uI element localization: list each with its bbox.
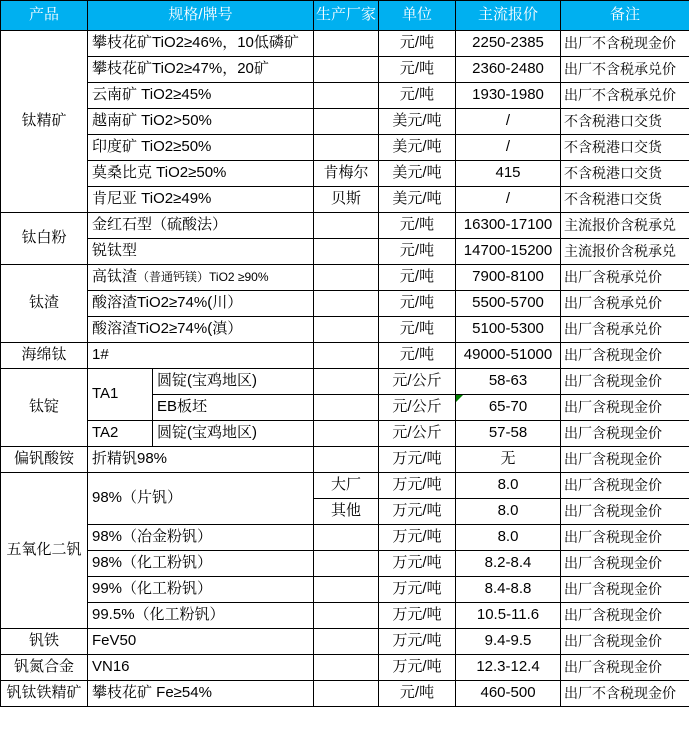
- price-cell: /: [456, 187, 561, 213]
- product-group-cell: 偏钒酸铵: [1, 447, 88, 473]
- price-cell: 8.2-8.4: [456, 551, 561, 577]
- remark-cell: 出厂含税现金价: [561, 395, 689, 421]
- header-product: 产品: [1, 1, 88, 31]
- unit-cell: 元/公斤: [379, 395, 456, 421]
- table-row: [1, 629, 689, 655]
- price-cell: 1930-1980: [456, 83, 561, 109]
- price-cell: 14700-15200: [456, 239, 561, 265]
- spec-cell: 折精钒98%: [88, 447, 314, 473]
- spec-cell: 肯尼亚 TiO2≥49%: [88, 187, 314, 213]
- price-cell: [456, 395, 561, 421]
- spec-cell: 越南矿 TiO2>50%: [88, 109, 314, 135]
- unit-cell: 万元/吨: [379, 577, 456, 603]
- remark-cell: 不含税港口交货: [561, 187, 689, 213]
- price-cell: 460-500: [456, 681, 561, 707]
- maker-cell: [314, 655, 379, 681]
- remark-cell: 出厂含税现金价: [561, 629, 689, 655]
- maker-cell: [314, 629, 379, 655]
- maker-cell: [314, 395, 379, 421]
- maker-cell: [314, 135, 379, 161]
- price-cell: 7900-8100: [456, 265, 561, 291]
- unit-cell: 元/吨: [379, 239, 456, 265]
- maker-cell: 贝斯: [314, 187, 379, 213]
- unit-cell: 元/吨: [379, 343, 456, 369]
- table-row: [1, 343, 689, 369]
- price-cell: 2250-2385: [456, 31, 561, 57]
- unit-cell: 元/吨: [379, 83, 456, 109]
- spec-cell: 98%（冶金粉钒）: [88, 525, 314, 551]
- table-row: [1, 577, 689, 603]
- remark-cell: 出厂含税承兑价: [561, 265, 689, 291]
- unit-cell: 元/吨: [379, 57, 456, 83]
- unit-cell: 元/公斤: [379, 369, 456, 395]
- price-cell: 49000-51000: [456, 343, 561, 369]
- spec-subtext: （普通钙镁）TiO2 ≥90%: [137, 270, 269, 285]
- maker-cell: [314, 213, 379, 239]
- maker-cell: [314, 525, 379, 551]
- remark-cell: 出厂含税承兑价: [561, 291, 689, 317]
- unit-cell: 美元/吨: [379, 135, 456, 161]
- price-cell: 12.3-12.4: [456, 655, 561, 681]
- price-cell: 8.4-8.8: [456, 577, 561, 603]
- maker-cell: [314, 681, 379, 707]
- unit-cell: 元/吨: [379, 265, 456, 291]
- table-row: [1, 135, 689, 161]
- remark-cell: 出厂含税现金价: [561, 421, 689, 447]
- maker-cell: 肯梅尔: [314, 161, 379, 187]
- remark-cell: 出厂含税现金价: [561, 603, 689, 629]
- unit-cell: 万元/吨: [379, 499, 456, 525]
- product-group-cell: 钒钛铁精矿: [1, 681, 88, 707]
- price-cell: 58-63: [456, 369, 561, 395]
- price-cell: 8.0: [456, 499, 561, 525]
- spec-cell: 攀枝花矿 Fe≥54%: [88, 681, 314, 707]
- unit-cell: 万元/吨: [379, 629, 456, 655]
- price-text: 65-70: [488, 398, 528, 416]
- spec-cell: 98%（化工粉钒）: [88, 551, 314, 577]
- maker-cell: [314, 343, 379, 369]
- table-row: [1, 473, 689, 499]
- table-row: [1, 655, 689, 681]
- maker-cell: [314, 447, 379, 473]
- table-row: [1, 187, 689, 213]
- unit-cell: 元/吨: [379, 317, 456, 343]
- price-cell: 2360-2480: [456, 57, 561, 83]
- price-cell: /: [456, 135, 561, 161]
- spec-cell: VN16: [88, 655, 314, 681]
- price-cell: 415: [456, 161, 561, 187]
- remark-cell: 出厂含税现金价: [561, 499, 689, 525]
- price-cell: /: [456, 109, 561, 135]
- product-group-cell: 钛锭: [1, 369, 88, 447]
- product-group-cell: 钛渣: [1, 265, 88, 343]
- product-group-cell: 钛白粉: [1, 213, 88, 265]
- remark-cell: 出厂含税现金价: [561, 525, 689, 551]
- maker-cell: [314, 31, 379, 57]
- header-remark: 备注: [561, 1, 689, 31]
- spec-cell: 圆锭(宝鸡地区): [153, 369, 314, 395]
- spec-cell: 酸溶渣TiO2≥74%(滇）: [88, 317, 314, 343]
- maker-cell: [314, 551, 379, 577]
- table-row: [1, 109, 689, 135]
- unit-cell: 美元/吨: [379, 161, 456, 187]
- spec-cell: 1#: [88, 343, 314, 369]
- remark-cell: 出厂含税现金价: [561, 343, 689, 369]
- price-cell: 57-58: [456, 421, 561, 447]
- table-row: [1, 551, 689, 577]
- spec-cell: EB板坯: [153, 395, 314, 421]
- maker-cell: [314, 603, 379, 629]
- spec-cell: 云南矿 TiO2≥45%: [88, 83, 314, 109]
- remark-cell: 主流报价含税承兑: [561, 239, 689, 265]
- remark-cell: 出厂含税现金价: [561, 369, 689, 395]
- maker-cell: [314, 265, 379, 291]
- unit-cell: 万元/吨: [379, 655, 456, 681]
- price-cell: 16300-17100: [456, 213, 561, 239]
- table-row: [1, 213, 689, 239]
- maker-cell: [314, 239, 379, 265]
- table-row: [1, 603, 689, 629]
- table-row: [1, 421, 689, 447]
- grade-cell: TA2: [88, 421, 153, 447]
- table-row: [1, 31, 689, 57]
- header-spec: 规格/牌号: [88, 1, 314, 31]
- grade-cell: TA1: [88, 369, 153, 421]
- spec-cell: [88, 265, 314, 291]
- product-group-cell: 钒氮合金: [1, 655, 88, 681]
- price-cell: 5100-5300: [456, 317, 561, 343]
- table-row: [1, 265, 689, 291]
- remark-cell: 不含税港口交货: [561, 109, 689, 135]
- unit-cell: 万元/吨: [379, 447, 456, 473]
- unit-cell: 万元/吨: [379, 473, 456, 499]
- table-row: [1, 239, 689, 265]
- spec-cell: 莫桑比克 TiO2≥50%: [88, 161, 314, 187]
- unit-cell: 美元/吨: [379, 109, 456, 135]
- spec-text: 高钛渣: [92, 268, 138, 286]
- unit-cell: 万元/吨: [379, 525, 456, 551]
- remark-cell: 出厂不含税承兑价: [561, 57, 689, 83]
- unit-cell: 万元/吨: [379, 603, 456, 629]
- header-row: [1, 1, 689, 31]
- spec-cell: 99.5%（化工粉钒）: [88, 603, 314, 629]
- unit-cell: 元/吨: [379, 31, 456, 57]
- spec-cell: 99%（化工粉钒）: [88, 577, 314, 603]
- unit-cell: 万元/吨: [379, 551, 456, 577]
- remark-cell: 出厂不含税承兑价: [561, 83, 689, 109]
- price-cell: 10.5-11.6: [456, 603, 561, 629]
- product-group-cell: 钒铁: [1, 629, 88, 655]
- table-row: [1, 161, 689, 187]
- table-row: [1, 317, 689, 343]
- product-group-cell: 海绵钛: [1, 343, 88, 369]
- maker-cell: [314, 57, 379, 83]
- table-row: [1, 681, 689, 707]
- table-row: [1, 83, 689, 109]
- unit-cell: 元/吨: [379, 681, 456, 707]
- table-row: [1, 57, 689, 83]
- maker-cell: 其他: [314, 499, 379, 525]
- header-price: 主流报价: [456, 1, 561, 31]
- table-row: [1, 291, 689, 317]
- maker-cell: [314, 83, 379, 109]
- remark-cell: 不含税港口交货: [561, 161, 689, 187]
- table-row: [1, 447, 689, 473]
- header-manufacturer: 生产厂家: [314, 1, 379, 31]
- unit-cell: 元/公斤: [379, 421, 456, 447]
- table-row: [1, 369, 689, 395]
- product-group-cell: 钛精矿: [1, 31, 88, 213]
- spec-cell: 98%（片钒）: [88, 473, 314, 525]
- price-cell: 9.4-9.5: [456, 629, 561, 655]
- price-cell: 5500-5700: [456, 291, 561, 317]
- maker-cell: [314, 369, 379, 395]
- table-row: [1, 525, 689, 551]
- maker-cell: [314, 109, 379, 135]
- unit-cell: 美元/吨: [379, 187, 456, 213]
- remark-cell: 主流报价含税承兑: [561, 213, 689, 239]
- spec-cell: 攀枝花矿TiO2≥46%，10低磷矿: [88, 31, 314, 57]
- spec-cell: 印度矿 TiO2≥50%: [88, 135, 314, 161]
- product-group-cell: 五氧化二钒: [1, 473, 88, 629]
- unit-cell: 元/吨: [379, 291, 456, 317]
- maker-cell: [314, 421, 379, 447]
- remark-cell: 出厂不含税现金价: [561, 681, 689, 707]
- spec-cell: FeV50: [88, 629, 314, 655]
- remark-cell: 出厂含税现金价: [561, 473, 689, 499]
- remark-cell: 出厂含税现金价: [561, 447, 689, 473]
- remark-cell: 出厂含税现金价: [561, 551, 689, 577]
- spec-cell: 锐钛型: [88, 239, 314, 265]
- spec-cell: 金红石型（硫酸法）: [88, 213, 314, 239]
- maker-cell: [314, 317, 379, 343]
- price-cell: 无: [456, 447, 561, 473]
- spec-cell: 圆锭(宝鸡地区): [153, 421, 314, 447]
- remark-cell: 出厂含税承兑价: [561, 317, 689, 343]
- spec-cell: 酸溶渣TiO2≥74%(川）: [88, 291, 314, 317]
- remark-cell: 出厂不含税现金价: [561, 31, 689, 57]
- maker-cell: [314, 577, 379, 603]
- remark-cell: 出厂含税现金价: [561, 655, 689, 681]
- remark-cell: 不含税港口交货: [561, 135, 689, 161]
- unit-cell: 元/吨: [379, 213, 456, 239]
- price-cell: 8.0: [456, 525, 561, 551]
- maker-cell: 大厂: [314, 473, 379, 499]
- spec-cell: 攀枝花矿TiO2≥47%，20矿: [88, 57, 314, 83]
- price-cell: 8.0: [456, 473, 561, 499]
- header-unit: 单位: [379, 1, 456, 31]
- comment-indicator-icon: [456, 395, 463, 402]
- maker-cell: [314, 291, 379, 317]
- remark-cell: 出厂含税现金价: [561, 577, 689, 603]
